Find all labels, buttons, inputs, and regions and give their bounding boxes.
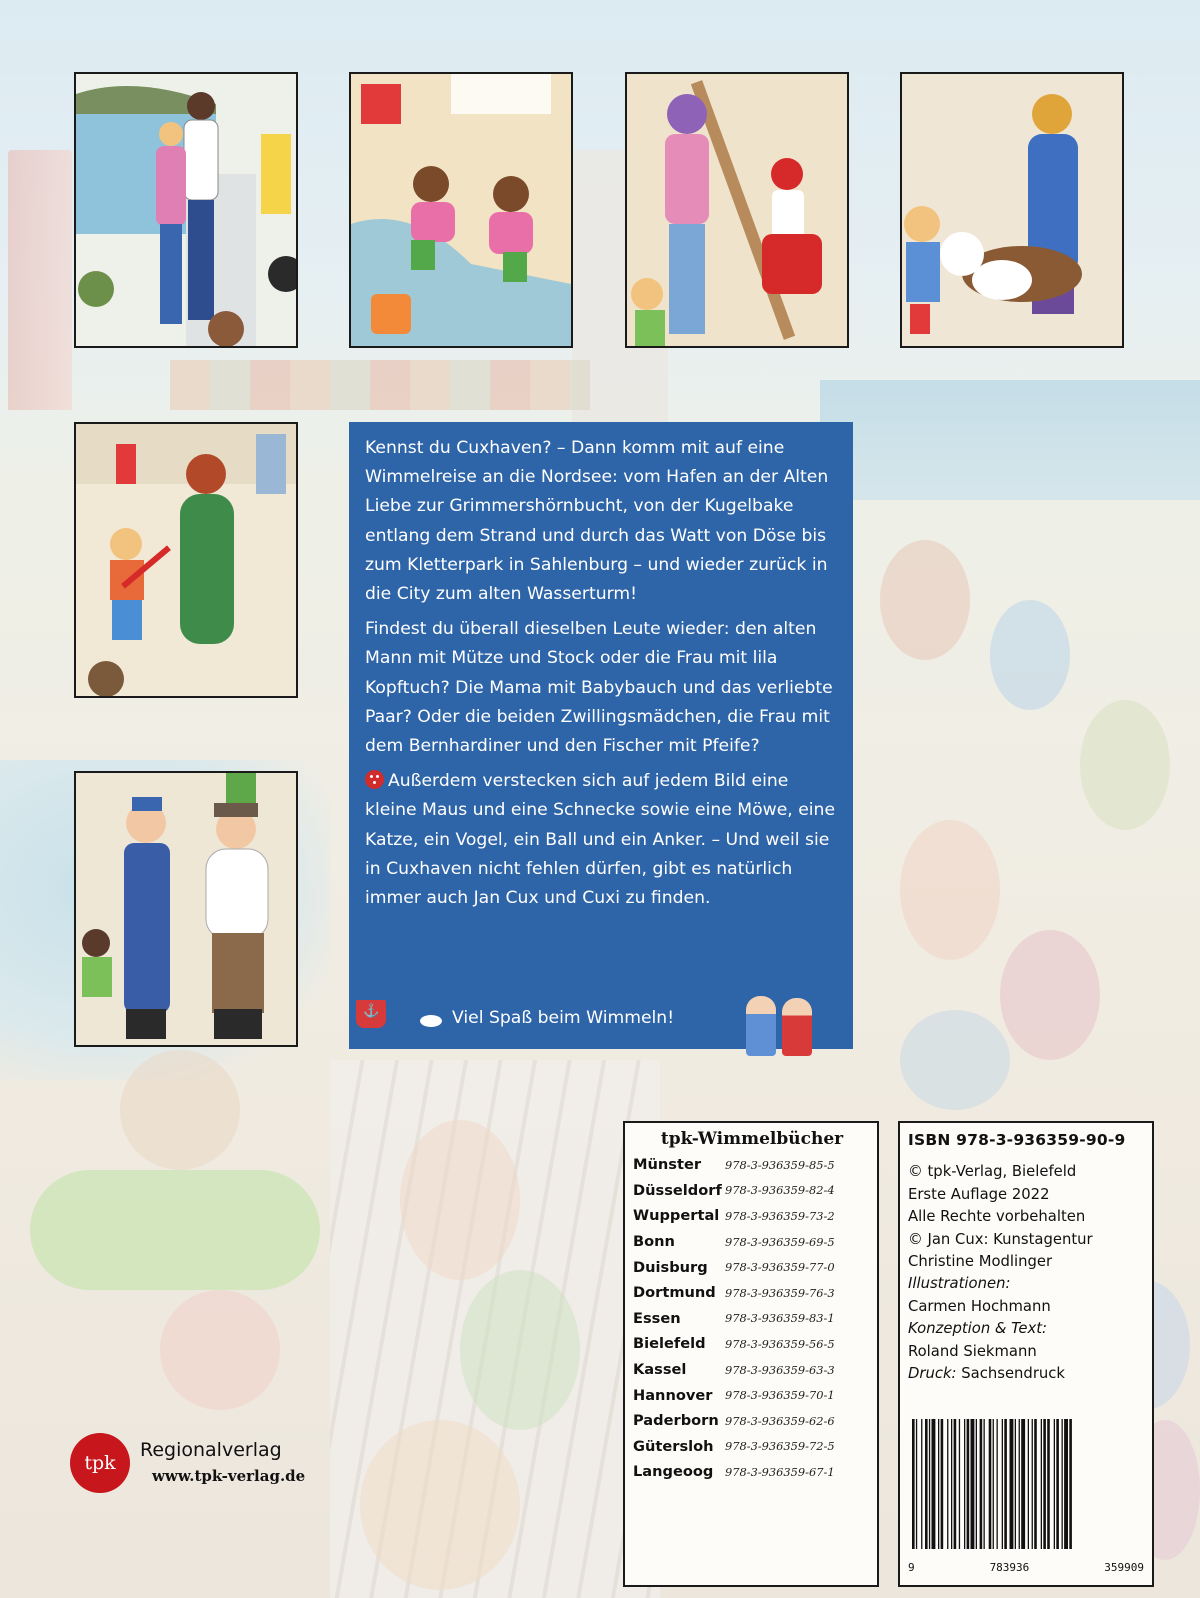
tpk-logo-icon: tpk	[70, 1433, 130, 1493]
barcode-bar	[980, 1419, 983, 1549]
barcode-digit-group: 783936	[989, 1561, 1030, 1574]
barcode-bar	[947, 1419, 948, 1549]
barcode-bar	[993, 1419, 994, 1549]
barcode-bar	[1047, 1419, 1050, 1549]
series-book-row	[633, 1254, 871, 1280]
mouse-icon	[420, 1015, 442, 1027]
book-city: Essen	[633, 1309, 681, 1327]
series-book-row	[633, 1280, 871, 1306]
crowd-figure	[900, 820, 1000, 960]
barcode-digits	[908, 1557, 1144, 1579]
series-book-row	[633, 1229, 871, 1255]
series-title: tpk-Wimmelbücher	[660, 1129, 844, 1149]
book-city: Gütersloh	[633, 1437, 714, 1455]
book-isbn-number: 978-3-936359-76-3	[725, 1285, 835, 1300]
book-city: Duisburg	[633, 1258, 708, 1276]
crowd-figure	[880, 540, 970, 660]
bucket-anchor-icon	[356, 1000, 386, 1028]
barcode-bar	[1064, 1419, 1068, 1549]
barcode-bar	[1062, 1419, 1063, 1549]
fisherman-illustration	[76, 773, 296, 1045]
book-city: Dortmund	[633, 1284, 716, 1302]
imprint-line: © Jan Cux: Kunstagentur	[908, 1230, 1093, 1248]
panel-twins-beach	[349, 72, 573, 348]
crowd-figure	[460, 1270, 580, 1430]
pregnant-mother-illustration	[76, 424, 296, 696]
dog-walker-illustration	[902, 74, 1122, 346]
crowd-figure	[400, 1120, 520, 1280]
series-book-row	[633, 1382, 871, 1408]
barcode-bar	[1043, 1419, 1046, 1549]
publisher-logo	[70, 1433, 330, 1493]
town-houses	[170, 360, 590, 410]
book-city: Hannover	[633, 1386, 713, 1404]
closing-text: Viel Spaß beim Wimmeln!	[452, 1008, 675, 1028]
book-isbn-number: 978-3-936359-77-0	[725, 1260, 835, 1275]
intro-paragraph: Kennst du Cuxhaven? – Dann komm mit auf eine Wimmelreise an die Nordsee: vom Hafen an der Alten Liebe zur Grimmershörnbucht, von der Kugelbake entlang dem Strand und durch das Watt von Döse bis zum Kletterpark in Sahlenburg – und wieder zurück in die City zum alten Wasserturm!	[365, 438, 829, 605]
jan-cux-figure	[746, 996, 776, 1056]
print-credit: Druck: Sachsendruck	[908, 1365, 1065, 1383]
lighthouse	[8, 150, 72, 410]
cuxi-figure	[782, 998, 812, 1056]
book-isbn-number: 978-3-936359-82-4	[725, 1183, 835, 1198]
barcode-bar	[1032, 1419, 1033, 1549]
barcode-bar	[984, 1419, 985, 1549]
barcode-bar	[1034, 1419, 1037, 1549]
barcode-bar	[959, 1419, 960, 1549]
barcode-bar	[954, 1419, 957, 1549]
characters-paragraph: Findest du überall dieselben Leute wieder: den alten Mann mit Mütze und Stock oder die Frau mit lila Kopftuch? Die Mama mit Babybauch und das verliebte Paar? Oder die beiden Zwillingsmädchen, die Frau mit dem Bernhardiner und den Fischer mit Pfeife?	[365, 619, 833, 757]
series-book-list	[633, 1152, 871, 1485]
barcode-bar	[925, 1419, 928, 1549]
crowd-figure	[1080, 700, 1170, 830]
book-isbn-number: 978-3-936359-70-1	[725, 1388, 835, 1403]
imprint-line: Alle Rechte vorbehalten	[908, 1208, 1086, 1226]
book-city: Düsseldorf	[633, 1181, 722, 1199]
imprint-line: Erste Auflage 2022	[908, 1185, 1050, 1203]
crowd-figure	[360, 1420, 520, 1590]
publisher-name: Regionalverlag	[140, 1439, 282, 1461]
book-isbn: ISBN 978-3-936359-90-9	[908, 1131, 1126, 1149]
book-isbn-number: 978-3-936359-83-1	[725, 1311, 835, 1326]
barcode-bar	[967, 1419, 970, 1549]
book-city: Paderborn	[633, 1412, 719, 1430]
barcode-bar	[989, 1419, 992, 1549]
barcode-bar	[1015, 1419, 1016, 1549]
book-city: Wuppertal	[633, 1207, 720, 1225]
barcode-bar	[1002, 1419, 1003, 1549]
barcode-bar	[1019, 1419, 1020, 1549]
imprint-line: Christine Modlinger	[908, 1253, 1053, 1271]
series-book-row	[633, 1459, 871, 1485]
concept-label: Konzeption & Text:	[908, 1320, 1048, 1338]
panel-pregnant-mother	[74, 422, 298, 698]
series-book-row	[633, 1178, 871, 1204]
crowd-figure	[1000, 930, 1100, 1060]
swing-illustration	[627, 74, 847, 346]
series-book-row	[633, 1408, 871, 1434]
barcode-bar	[997, 1419, 998, 1549]
barcode-bar	[916, 1419, 917, 1549]
series-book-row	[633, 1203, 871, 1229]
hidden-items-paragraph: Außerdem verstecken sich auf jedem Bild eine kleine Maus und eine Schnecke sowie eine Möwe, eine Katze, ein Vogel, ein Ball und ein Anker. – Und weil sie in Cuxhaven nicht fehlen dürfen, gibt es natürlich immer auch Jan Cux und Cuxi zu finden.	[365, 771, 836, 909]
book-isbn-number: 978-3-936359-67-1	[725, 1464, 835, 1479]
book-city: Münster	[633, 1156, 702, 1174]
barcode-bar	[1021, 1419, 1025, 1549]
illustrations-label: Illustrationen:	[908, 1275, 1011, 1293]
series-book-row	[633, 1434, 871, 1460]
publisher-url: www.tpk-verlag.de	[152, 1467, 306, 1485]
crowd-figure	[990, 600, 1070, 710]
series-book-row	[633, 1152, 871, 1178]
barcode-bar	[951, 1419, 952, 1549]
book-isbn-number: 978-3-936359-72-5	[725, 1439, 835, 1454]
barcode-bar	[1069, 1419, 1072, 1549]
imprint-line: © tpk-Verlag, Bielefeld	[908, 1163, 1077, 1181]
barcode-bar	[929, 1419, 930, 1549]
book-isbn-number: 978-3-936359-56-5	[725, 1336, 835, 1351]
panel-couple-harbor	[74, 72, 298, 348]
barcode-bar	[912, 1419, 915, 1549]
barcode-bar	[941, 1419, 944, 1549]
barcode-bar	[971, 1419, 975, 1549]
barcode	[908, 1419, 1144, 1549]
crowd-figure	[900, 1010, 1010, 1110]
barcode-bar	[921, 1419, 922, 1549]
panel-swing	[625, 72, 849, 348]
barcode-bar	[1056, 1419, 1059, 1549]
illustrations-name: Carmen Hochmann	[908, 1297, 1051, 1315]
barcode-digit-group: 359909	[1104, 1561, 1144, 1574]
book-city: Langeoog	[633, 1463, 714, 1481]
barcode-bar	[976, 1419, 977, 1549]
jan-cux-and-cuxi	[740, 990, 820, 1060]
ladybug-icon	[365, 770, 384, 789]
barcode-bar	[1028, 1419, 1029, 1549]
imprint-box	[898, 1121, 1154, 1587]
series-book-row	[633, 1357, 871, 1383]
panel-fisherman	[74, 771, 298, 1047]
series-book-row	[633, 1306, 871, 1332]
panel-dog-walker	[900, 72, 1124, 348]
book-city: Kassel	[633, 1361, 687, 1379]
barcode-bar	[938, 1419, 939, 1549]
harbor-water	[820, 380, 1200, 500]
barcode-bar	[1010, 1419, 1014, 1549]
barcode-bar	[964, 1419, 965, 1549]
book-isbn-number: 978-3-936359-69-5	[725, 1234, 835, 1249]
story-text-box	[349, 422, 853, 1049]
inflatable-boat	[30, 1170, 320, 1290]
concept-name: Roland Siekmann	[908, 1342, 1037, 1360]
series-list-box	[623, 1121, 879, 1587]
book-isbn-number: 978-3-936359-62-6	[725, 1413, 835, 1428]
book-isbn-number: 978-3-936359-63-3	[725, 1362, 835, 1377]
barcode-bar	[1004, 1419, 1007, 1549]
twins-beach-illustration	[351, 74, 571, 346]
book-isbn-number: 978-3-936359-85-5	[725, 1157, 835, 1172]
crowd-figure	[120, 1050, 240, 1170]
couple-harbor-illustration	[76, 74, 296, 346]
book-city: Bonn	[633, 1233, 675, 1251]
crowd-figure	[160, 1290, 280, 1410]
barcode-bar	[932, 1419, 936, 1549]
series-book-row	[633, 1331, 871, 1357]
book-isbn-number: 978-3-936359-73-2	[725, 1208, 835, 1223]
barcode-bar	[1041, 1419, 1042, 1549]
barcode-digit-group: 9	[908, 1561, 915, 1574]
book-city: Bielefeld	[633, 1335, 706, 1353]
barcode-bar	[1054, 1419, 1055, 1549]
